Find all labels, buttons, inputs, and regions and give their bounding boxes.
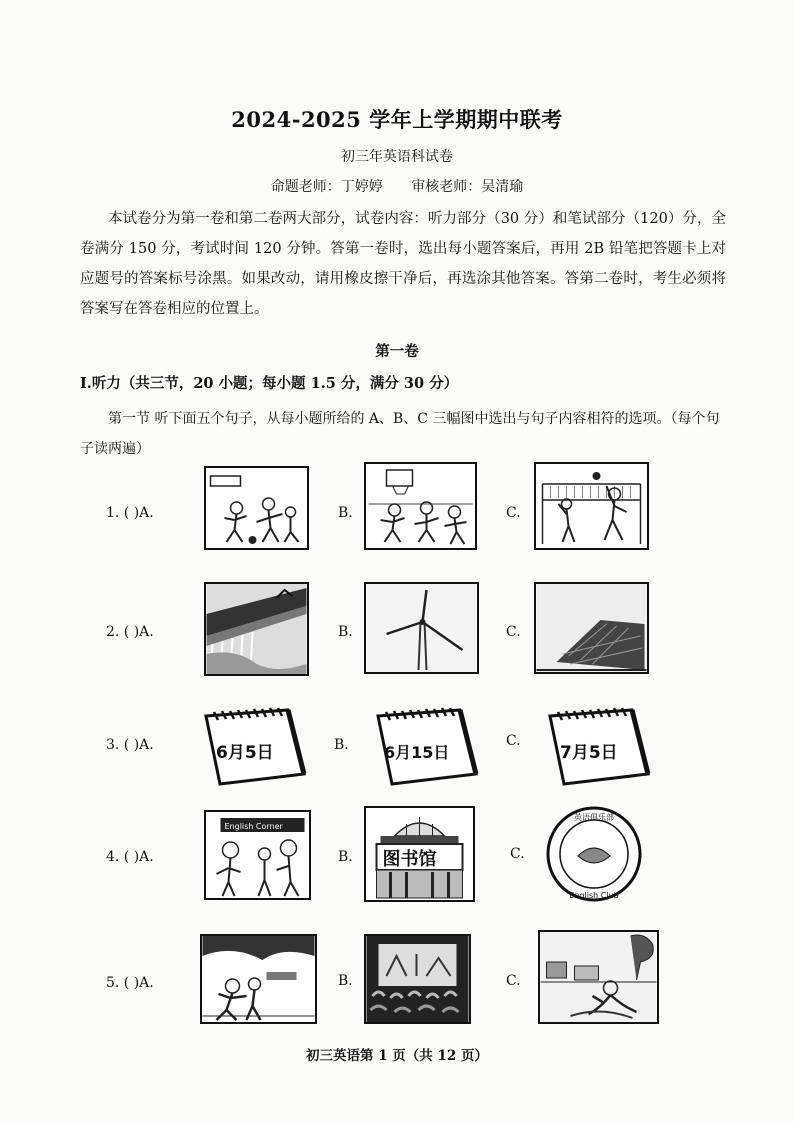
q3-b-date-text: 6月15日: [384, 743, 450, 762]
q1-option-b-image: [364, 462, 477, 550]
seal-top-text: 英语俱乐部: [574, 813, 614, 822]
q3-a-date-text: 6月5日: [216, 743, 274, 763]
q2-option-b-label: B.: [338, 624, 353, 640]
q3-option-b-calendar-image: [372, 700, 480, 788]
q4-option-b-label: B.: [338, 849, 353, 865]
q3-option-c-label: C.: [506, 733, 521, 749]
q5-option-a-image: [200, 934, 317, 1024]
q4-option-c-label: C.: [510, 846, 525, 862]
q2-option-c-label: C.: [506, 624, 521, 640]
english-corner-banner-text: English Corner: [224, 822, 283, 831]
q4-option-b-library-image: [364, 806, 475, 902]
setter-teacher: 命题老师：丁婷婷: [270, 179, 383, 195]
page-title: 2024-2025 学年上学期期中联考: [231, 107, 563, 132]
q1-option-c-label: C.: [506, 505, 521, 521]
volume-heading: 第一卷: [375, 343, 419, 360]
q2-option-c-image: [534, 582, 649, 674]
q3-c-date-text: 7月5日: [560, 743, 618, 763]
q3-option-b-label: B.: [334, 737, 349, 753]
page-footer: 初三英语第 1 页（共 12 页）: [306, 1048, 488, 1064]
question-1-number: 1. ( )A.: [106, 505, 154, 521]
q2-option-b-image: [364, 582, 479, 674]
part-instruction: 第一节 听下面五个句子，从每小题所给的 A、B、C 三幅图中选出与句子内容相符的选项。（每个句子读两遍）: [80, 411, 720, 457]
section-heading: Ⅰ.听力（共三节，20 小题；每小题 1.5 分，满分 30 分）: [80, 375, 459, 392]
q5-option-c-label: C.: [506, 973, 521, 989]
q5-option-b-label: B.: [338, 973, 353, 989]
seal-bottom-text: English Club: [569, 891, 619, 900]
q2-option-a-image: [204, 582, 309, 676]
exam-instructions: 本试卷分为第一卷和第二卷两大部分，试卷内容：听力部分（30 分）和笔试部分（120）分，全卷满分 150 分，考试时间 120 分钟。答第一卷时，选出每小题答案后，再用 2B 铅笔把答题卡上对应题号的答案标号涂黑。如果改动，请用橡皮擦干净后，再选涂其他答案。答第二卷时，考生必须将答案写在答卷相应的位置上。: [80, 211, 726, 317]
q5-option-b-image: [364, 934, 471, 1024]
q1-option-c-image: [534, 462, 649, 550]
question-2-number: 2. ( )A.: [106, 624, 154, 640]
teacher-info: [0, 176, 794, 196]
question-4-number: 4. ( )A.: [106, 849, 154, 865]
q4-option-c-seal-image: [544, 804, 644, 904]
exam-subtitle: 初三年英语科试卷: [341, 149, 453, 165]
q1-option-b-label: B.: [338, 505, 353, 521]
q1-option-a-image: [204, 466, 309, 550]
q3-option-c-calendar-image: [544, 700, 652, 788]
reviewer-teacher: 审核老师：吴清瑜: [411, 179, 524, 195]
library-sign-text: 图书馆: [382, 849, 437, 870]
question-3-number: 3. ( )A.: [106, 737, 154, 753]
question-5-number: 5. ( )A.: [106, 975, 154, 991]
q4-option-a-image: [204, 810, 311, 900]
q5-option-c-image: [538, 930, 659, 1024]
q3-option-a-calendar-image: [200, 700, 308, 788]
